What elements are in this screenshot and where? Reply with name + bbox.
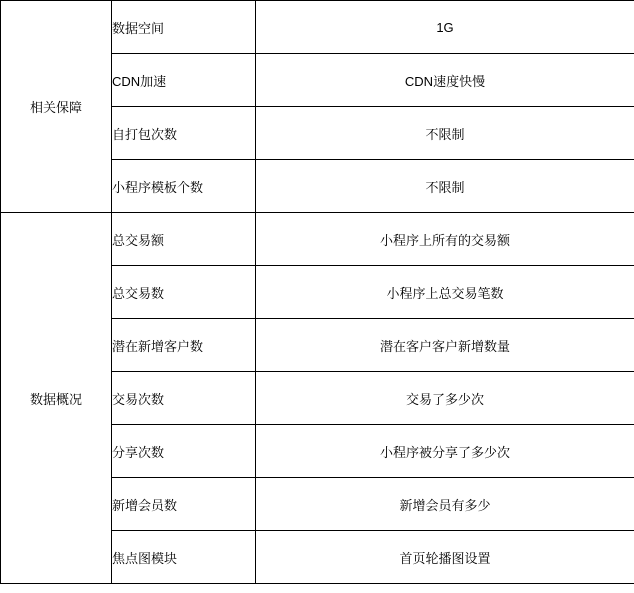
item-label: 数据空间 xyxy=(112,1,256,54)
item-label: 潜在新增客户数 xyxy=(112,319,256,372)
item-description: CDN速度快慢 xyxy=(256,54,634,107)
item-description: 交易了多少次 xyxy=(256,372,634,425)
table-row xyxy=(1,1,634,54)
item-label: 自打包次数 xyxy=(112,107,256,160)
item-label: 交易次数 xyxy=(112,372,256,425)
item-label: 小程序模板个数 xyxy=(112,160,256,213)
item-description: 不限制 xyxy=(256,160,634,213)
item-description: 小程序上总交易笔数 xyxy=(256,266,634,319)
item-label: 总交易数 xyxy=(112,266,256,319)
item-label: CDN加速 xyxy=(112,54,256,107)
group-label-guarantee: 相关保障 xyxy=(1,1,112,213)
item-description: 小程序上所有的交易额 xyxy=(256,213,634,266)
group-label-data-overview: 数据概况 xyxy=(1,213,112,584)
item-description: 小程序被分享了多少次 xyxy=(256,425,634,478)
item-description: 新增会员有多少 xyxy=(256,478,634,531)
item-description: 不限制 xyxy=(256,107,634,160)
item-label: 新增会员数 xyxy=(112,478,256,531)
item-label: 分享次数 xyxy=(112,425,256,478)
item-description: 潜在客户客户新增数量 xyxy=(256,319,634,372)
item-description: 首页轮播图设置 xyxy=(256,531,634,584)
item-label: 焦点图模块 xyxy=(112,531,256,584)
item-label: 总交易额 xyxy=(112,213,256,266)
table-row xyxy=(1,213,634,266)
item-description: 1G xyxy=(256,1,634,54)
